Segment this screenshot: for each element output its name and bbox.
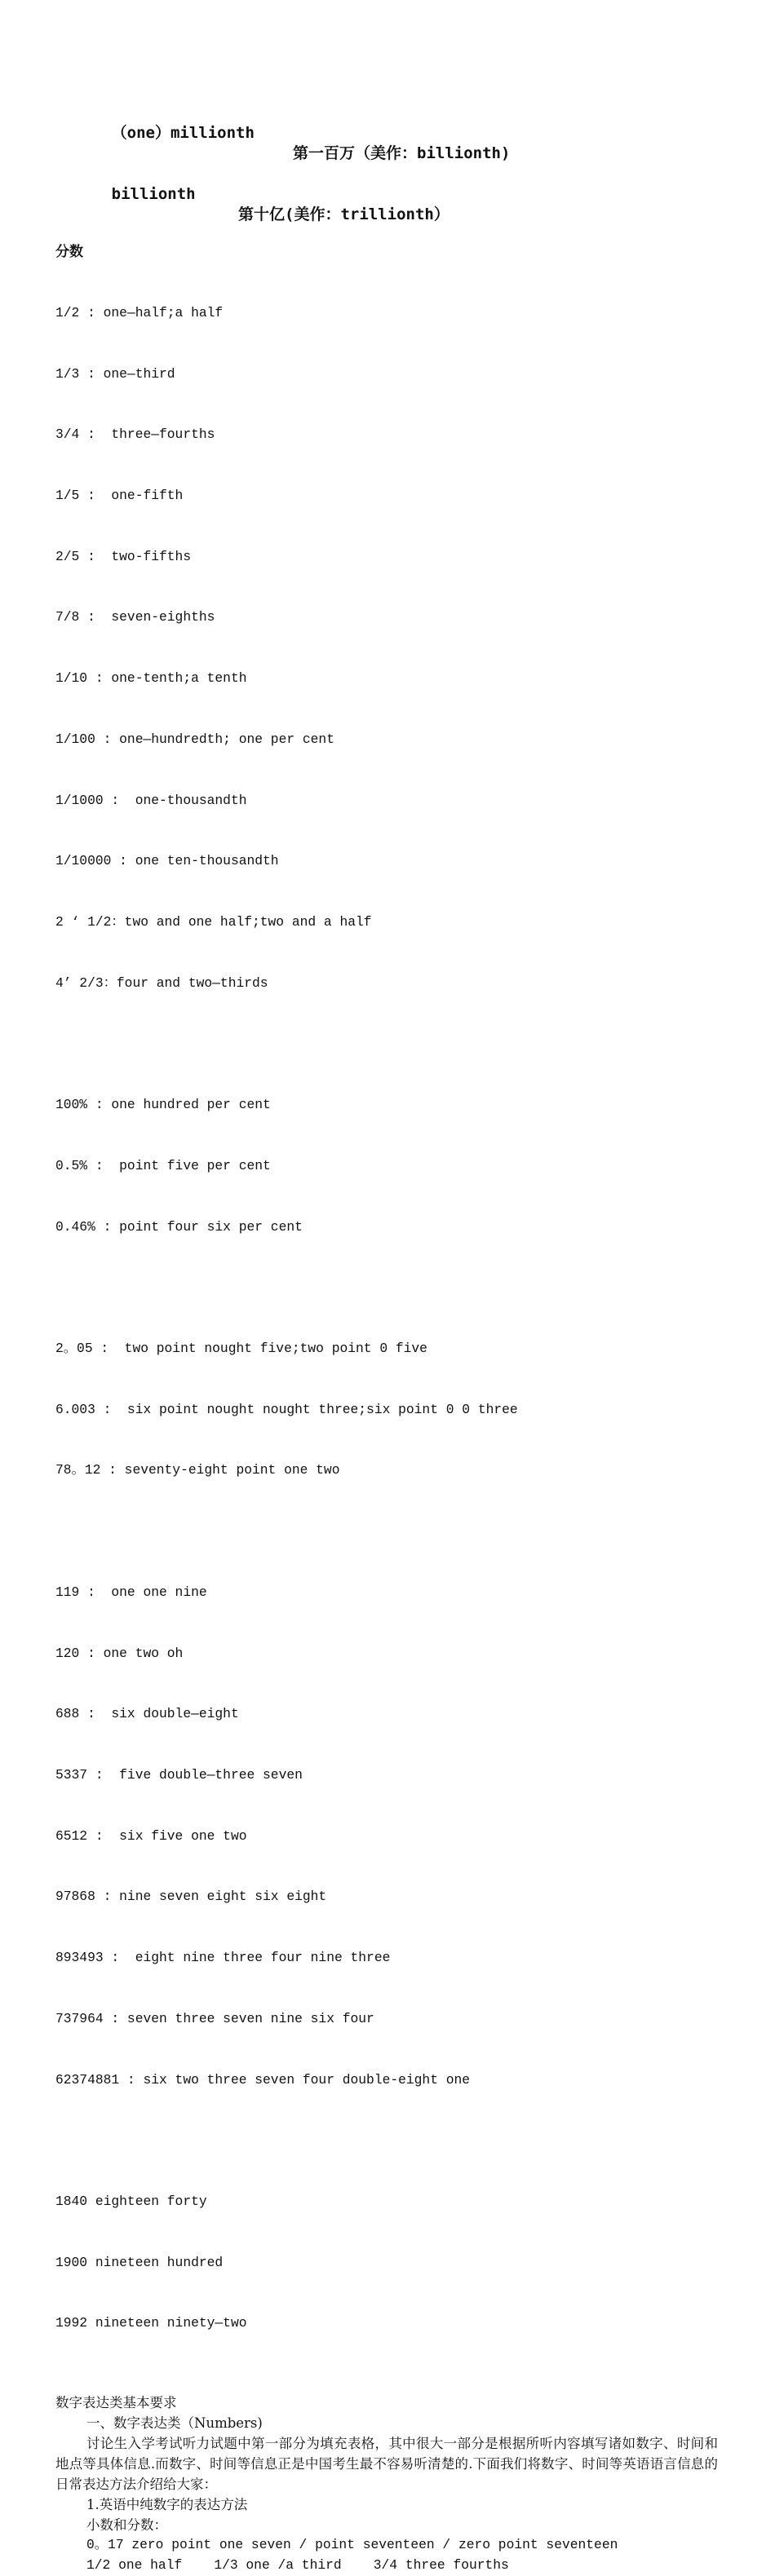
list-item: 5337 : five double—three seven <box>55 1767 303 1783</box>
header-row2-left: billionth <box>111 185 196 203</box>
list-item: 7/8 : seven-eighths <box>55 609 215 625</box>
list-item: 1840 eighteen forty <box>55 2194 207 2210</box>
list-item: 1992 nineteen ninety—two <box>55 2315 247 2331</box>
requirements-paragraph: 讨论生入学考试听力试题中第一部分为填充表格，其中很大一部分是根据所听内容填写诸如数字、时间和地点等具体信息.而数字、时间等信息正是中国考生最不容易听清楚的.下面我们将数字、时间等英语语言信息的日常表达方法介绍给大家： <box>55 2436 718 2493</box>
requirements-item-1: 1.英语中纯数字的表达方法 <box>86 2497 248 2513</box>
list-item: 688 : six double—eight <box>55 1706 239 1722</box>
requirements-item-2: 小数和分数： <box>86 2517 167 2534</box>
list-item: 119 : one one nine <box>55 1584 207 1600</box>
list-item: 120 : one two oh <box>55 1645 184 1661</box>
list-item: 2。05 : two point nought five;two point 0 five <box>55 1341 427 1356</box>
list-item: 6512 : six five one two <box>55 1827 247 1844</box>
list-item: 1/100 : one—hundredth; one per cent <box>55 731 334 747</box>
list-item: 2 ‘ 1/2：two and one half;two and a half <box>55 914 372 930</box>
requirements-example-2: 1/2 one half 1/3 one /a third 3/4 three fourths <box>86 2557 509 2574</box>
list-item: 0.46% : point four six per cent <box>55 1218 303 1235</box>
list-item: 737964 : seven three seven nine six four <box>55 2010 374 2026</box>
list-item: 78。12 : seventy-eight point one two <box>55 1462 340 1478</box>
list-item: 1/2 : one—half;a half <box>55 304 224 320</box>
list-item: 4’ 2/3：four and two—thirds <box>55 974 268 991</box>
list-item: 97868 : nine seven eight six eight <box>55 1889 327 1905</box>
header-row-2 <box>55 164 718 223</box>
list-item: 6.003 : six point nought nought three;six point 0 0 three <box>55 1401 518 1417</box>
header-row2-right: 第十亿(美作：trillionth） <box>238 205 450 223</box>
list-item: 100% : one hundred per cent <box>55 1097 271 1113</box>
list-item: 1/3 : one—third <box>55 365 175 382</box>
fractions-title: 分数 <box>55 244 83 260</box>
list-item: 1/10 : one-tenth;a tenth <box>55 670 247 687</box>
list-item: 893493 : eight nine three four nine three <box>55 1950 391 1966</box>
header-row1-right: 第一百万（美作：billionth) <box>293 144 511 162</box>
requirements-title: 数字表达类基本要求 <box>55 2395 177 2411</box>
list-item: 3/4 : three—fourths <box>55 426 215 443</box>
header-row-1 <box>55 103 718 162</box>
header-row1-left: （one）millionth <box>111 124 255 142</box>
list-item: 0.5% : point five per cent <box>55 1157 271 1173</box>
list-item: 1/10000 : one ten-thousandth <box>55 853 279 869</box>
ordinal-header <box>55 62 718 225</box>
requirements-example-1: 0。17 zero point one seven / point seventeen / zero point seventeen <box>86 2537 618 2553</box>
list-item: 2/5 : two-fifths <box>55 548 192 564</box>
document-page <box>55 62 718 2576</box>
requirements-subtitle: 一、数字表达类（Numbers) <box>86 2415 263 2432</box>
list-item: 1/1000 : one-thousandth <box>55 792 247 808</box>
list-item: 1900 nineteen hundred <box>55 2254 224 2270</box>
list-item: 1/5 : one-fifth <box>55 487 184 503</box>
fractions-list <box>55 263 718 2375</box>
list-item: 62374881 : six two three seven four double-eight one <box>55 2071 471 2088</box>
